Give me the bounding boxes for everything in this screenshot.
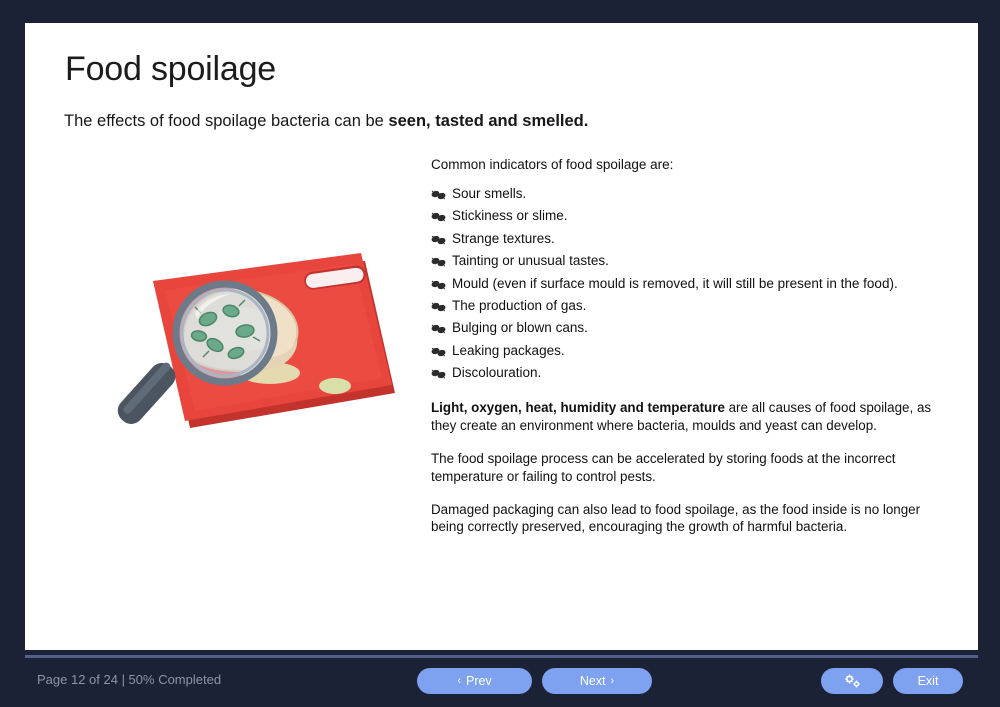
list-item (431, 343, 960, 359)
chevron-right-icon: › (610, 674, 615, 687)
navigation-buttons (417, 668, 652, 694)
footer-right-buttons (821, 668, 963, 694)
list-item-label: Bulging or blown cans. (452, 320, 588, 336)
causes-text: are all causes of food spoilage, as they create an environment where bacteria, moulds and yeast can develop. (431, 400, 932, 434)
progress-status: Page 12 of 24 | 50% Completed (37, 672, 222, 687)
list-item-label: Discolouration. (452, 365, 542, 380)
slide-canvas (25, 23, 978, 650)
list-item (431, 320, 960, 336)
list-item (431, 231, 960, 247)
acceleration-paragraph: The food spoilage process can be accelerated by storing foods at the incorrect temperature or failing to control pests. (431, 450, 896, 484)
bacteria-bullet-icon (431, 301, 446, 313)
bacteria-bullet-icon (431, 256, 446, 268)
page-title: Food spoilage (65, 50, 276, 88)
gear-icon (843, 674, 861, 688)
bacteria-bullet-icon (431, 368, 446, 380)
list-item (431, 253, 960, 269)
indicators-list (431, 186, 960, 381)
subtitle-emphasis: seen, tasted and smelled. (388, 111, 589, 130)
indicators-lead: Common indicators of food spoilage are: (431, 157, 674, 172)
list-item (431, 276, 960, 292)
illustration-column (25, 147, 431, 433)
prev-button[interactable] (417, 668, 532, 694)
list-item-label: The production of gas. (452, 297, 587, 313)
bacteria-bullet-icon (431, 279, 446, 291)
bacteria-bullet-icon (431, 346, 446, 358)
next-button-label: Next (579, 674, 606, 688)
list-item (431, 365, 960, 381)
causes-emphasis: Light, oxygen, heat, humidity and temperature (431, 400, 725, 416)
list-item-label: Sour smells. (452, 186, 527, 201)
subtitle-text: The effects of food spoilage bacteria can be (64, 111, 389, 130)
footer-divider (25, 655, 978, 658)
list-item (431, 298, 960, 314)
chevron-left-icon: ‹ (457, 674, 461, 687)
bacteria-bullet-icon (431, 189, 446, 201)
list-item (431, 186, 960, 202)
exit-button[interactable] (893, 668, 963, 694)
player-footer (0, 650, 1000, 707)
list-item-label: Stickiness or slime. (452, 208, 568, 224)
list-item (431, 208, 960, 224)
prev-button-label: Prev (465, 674, 492, 688)
bacteria-bullet-icon (431, 323, 446, 335)
list-item-label: Tainting or unusual tastes. (452, 253, 609, 269)
list-item-label: Mould (even if surface mould is removed, it will still be present in the food). (452, 275, 898, 291)
slide-body (25, 147, 978, 551)
illustration-svg (65, 173, 425, 433)
text-column (431, 147, 978, 551)
bacteria-bullet-icon (431, 234, 446, 246)
list-item-label: Leaking packages. (452, 342, 565, 358)
causes-paragraph (431, 399, 943, 435)
spoilage-illustration (65, 173, 425, 433)
exit-button-label: Exit (917, 674, 939, 688)
next-button[interactable] (542, 668, 652, 694)
list-item-label: Strange textures. (452, 230, 555, 246)
settings-button[interactable] (821, 668, 883, 694)
slide-subtitle (25, 112, 978, 131)
packaging-paragraph: Damaged packaging can also lead to food spoilage, as the food inside is no longer being correctly preserved, encouraging the growth of harmful bacteria. (431, 501, 921, 535)
bacteria-bullet-icon (431, 211, 446, 223)
